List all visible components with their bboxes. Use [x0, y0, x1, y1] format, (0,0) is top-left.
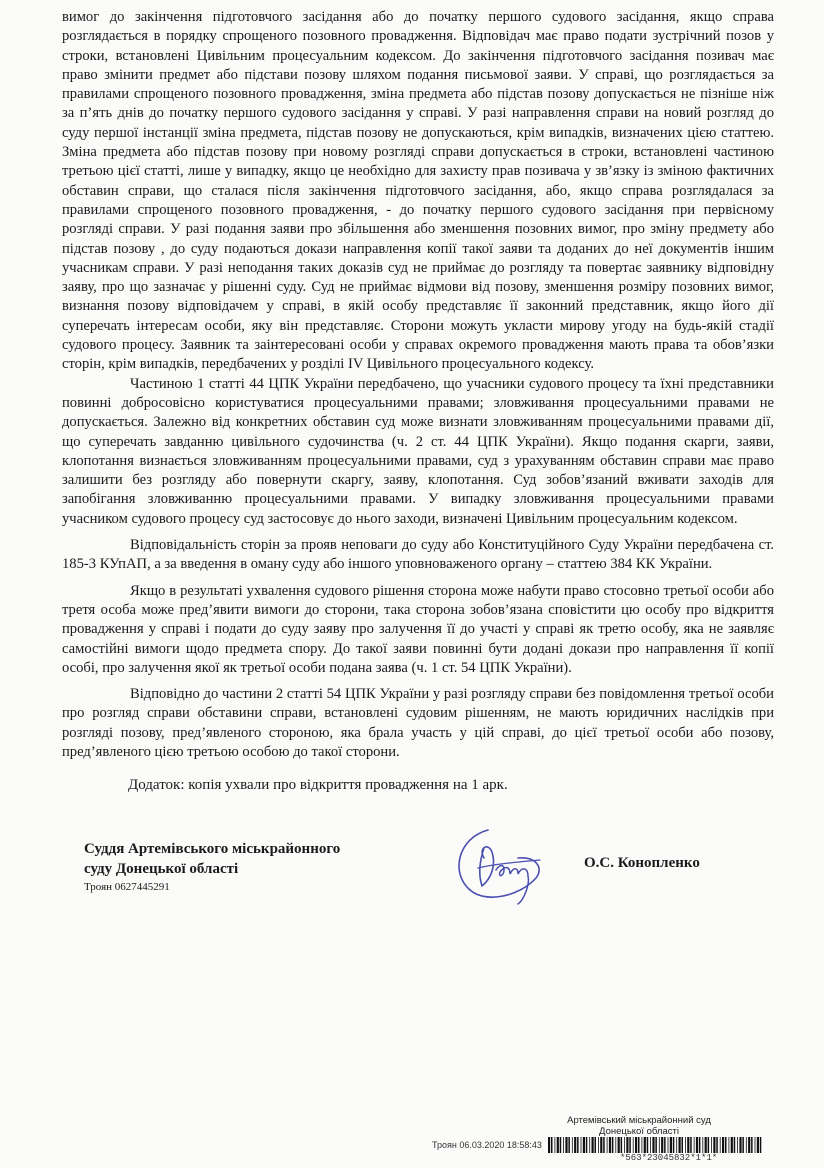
barcode-bar — [633, 1137, 634, 1153]
barcode-bar — [734, 1137, 736, 1153]
barcode-bar — [682, 1137, 684, 1153]
barcode-bar — [687, 1137, 689, 1153]
paragraph-third-party-consequences: Відповідно до частини 2 статті 54 ЦПК України у разі розгляду справи без повідомлення третьої особи про розгляд справи обставини справи, встановлені судовим рішенням, не мають юридичних наслідків при розгляді позову, пред’явленого стороною, яка брала участь у цій справі, до цієї третьої особи або позову, пред’явленого цією третьою особою до такої сторони. — [62, 686, 774, 760]
barcode-bar — [760, 1137, 762, 1153]
barcode-bar — [725, 1137, 727, 1153]
print-timestamp: Троян 06.03.2020 18:58:43 — [432, 1140, 542, 1150]
barcode-bar — [563, 1137, 564, 1153]
barcode-bar — [555, 1137, 556, 1153]
barcode-bar — [694, 1137, 695, 1153]
barcode-bar — [607, 1137, 608, 1153]
barcode-bar — [581, 1137, 582, 1153]
barcode-bar — [574, 1137, 576, 1153]
barcode-bar — [621, 1137, 623, 1153]
barcode-bar — [644, 1137, 646, 1153]
barcode-bar — [679, 1137, 681, 1153]
barcode-bar — [664, 1137, 666, 1153]
barcode-bar — [560, 1137, 562, 1153]
barcode-bar — [661, 1137, 663, 1153]
barcode-bar — [551, 1137, 553, 1153]
barcode-bar — [729, 1137, 730, 1153]
barcode-bar — [742, 1137, 744, 1153]
judge-title-line2: суду Донецької області — [84, 861, 239, 877]
barcode-bar — [557, 1137, 559, 1153]
barcode-bar — [670, 1137, 672, 1153]
barcode-bar — [659, 1137, 660, 1153]
court-stamp-line2: Донецької області — [599, 1126, 679, 1137]
barcode-bar — [685, 1137, 686, 1153]
barcode-bar — [655, 1137, 657, 1153]
document-body — [62, 8, 774, 762]
barcode-bar — [711, 1137, 712, 1153]
barcode-bar — [755, 1137, 756, 1153]
judge-name: О.С. Конопленко — [584, 855, 700, 871]
court-stamp-line1: Артемівський міськрайонний суд — [567, 1115, 711, 1126]
barcode-bar — [583, 1137, 585, 1153]
barcode-bar — [565, 1137, 567, 1153]
barcode-bar — [652, 1137, 654, 1153]
barcode-bar — [713, 1137, 715, 1153]
barcode-bar — [731, 1137, 733, 1153]
barcode-text: *563*23045832*1*1* — [620, 1153, 718, 1163]
barcode-bar — [626, 1137, 628, 1153]
barcode-bar — [577, 1137, 579, 1153]
barcode-bar — [746, 1137, 747, 1153]
barcode-bar — [598, 1137, 599, 1153]
barcode-bar — [600, 1137, 602, 1153]
barcode-bar — [702, 1137, 703, 1153]
judge-title-line1: Суддя Артемівського міськрайонного — [84, 841, 341, 857]
barcode-bar — [615, 1137, 616, 1153]
barcode-bar — [668, 1137, 669, 1153]
addendum: Додаток: копія ухвали про відкриття провадження на 1 арк. — [128, 777, 508, 793]
barcode-bar — [586, 1137, 588, 1153]
barcode-bar — [650, 1137, 651, 1153]
barcode-bar — [699, 1137, 701, 1153]
barcode-bar — [647, 1137, 649, 1153]
barcode-bar — [612, 1137, 614, 1153]
barcode-bar — [638, 1137, 640, 1153]
barcode-bar — [548, 1137, 550, 1153]
paragraph-third-party: Якщо в результаті ухвалення судового рішення сторона може набути право стосовно третьої особи або третя особа може пред’явити вимоги до сторони, така сторона зобов’язана сповістити цю особу про відкриття провадження у справі і подати до суду заяву про залучення її до участі у справі як третю особу, яка не заявляє самостійні вимоги щодо предмета спору. До такої заяви повинні бути додані докази про направлення її копії особі, про залучення якої як третьої особи подана заява (ч. 1 ст. 54 ЦПК України). — [62, 582, 774, 676]
barcode-bar — [629, 1137, 631, 1153]
barcode-bar — [748, 1137, 750, 1153]
barcode-bar — [572, 1137, 573, 1153]
barcode-bar — [635, 1137, 637, 1153]
barcode-bar — [673, 1137, 675, 1153]
barcode-bar — [696, 1137, 698, 1153]
barcode-bar — [595, 1137, 597, 1153]
barcode-bar — [589, 1137, 590, 1153]
handwritten-signature — [448, 818, 558, 908]
barcode-bar — [722, 1137, 724, 1153]
barcode-bar — [676, 1137, 677, 1153]
barcode-bar — [737, 1137, 738, 1153]
barcode-bar — [739, 1137, 741, 1153]
barcode-bar — [720, 1137, 721, 1153]
barcode-bar — [609, 1137, 611, 1153]
paragraph-abuse-of-rights: Частиною 1 статті 44 ЦПК України передбачено, що учасники судового процесу та їхні представники повинні добросовісно користуватися процесуальними правами; зловживання процесуальними правами не допускається. Залежно від конкретних обставин суд може визнати зловживанням процесуальними правами дії, що суперечать завданню цивільного судочинства (ч. 2 ст. 44 ЦПК України). Якщо подання скарги, заяви, клопотання визнається зловживанням процесуальними правами, суд з урахуванням обставин справи має право залишити без розгляду або повернути скаргу, заяву, клопотання. Суд зобов’язаний вживати заходів для запобігання зловживанню процесуальними правами. У випадку зловживання процесуальними правами учасником судового процесу суд застосовує до нього заходи, визначені Цивільним процесуальним кодексом. — [62, 375, 774, 527]
paragraph-liability: Відповідальність сторін за прояв неповаги до суду або Конституційного Суду України передбачена ст. 185-3 КУпАП, а за введення в оману суду або іншого уповноваженого органу – статтею 384 КК України. — [62, 537, 774, 573]
barcode-bar — [690, 1137, 692, 1153]
barcode-image — [548, 1137, 762, 1153]
barcode-bar — [568, 1137, 570, 1153]
barcode-bar — [751, 1137, 753, 1153]
barcode-bar — [757, 1137, 759, 1153]
barcode-bar — [592, 1137, 594, 1153]
barcode-bar — [603, 1137, 605, 1153]
barcode-bar — [716, 1137, 718, 1153]
barcode-bar — [708, 1137, 710, 1153]
judge-title — [84, 839, 340, 879]
barcode-bar — [705, 1137, 707, 1153]
court-stamp — [554, 1115, 724, 1137]
barcode-bar — [642, 1137, 643, 1153]
contact-phone: Троян 0627445291 — [84, 881, 170, 893]
barcode-bar — [618, 1137, 620, 1153]
paragraph-rights-of-parties: вимог до закінчення підготовчого засідання або до початку першого судового засідання, якщо справа розглядається в порядку спрощеного позовного провадження. Відповідач має право подати зустрічний позов у строки, встановлені Цивільним процесуальним кодексом. До закінчення підготовчого засідання позивач має право змінити предмет або підстави позову шляхом подання письмової заяви. У справі, що розглядається за правилами спрощеного позовного провадження, зміна предмета або підстав позову допускається не пізніше ніж за п’ять днів до початку першого судового засідання у справі. У разі направлення справи на новий розгляд до суду першої інстанції зміна предмета, підстав позову не допускаються, крім випадків, визначених цією статтею. Зміна предмета або підстав позову при новому розгляді справи допускається в строки, встановлені частиною третьою цієї статті, лише у випадку, якщо це необхідно для захисту прав позивача у зв’язку із зміною фактичних обставин справи, що сталася після закінчення підготовчого засідання, або, якщо справа розглядалася за правилами спрощеного позовного провадження, - до початку першого судового засідання при первісному розгляді справи. У разі подання заяви про збільшення або зменшення позовних вимог, про зміну предмету або підстав позову , до суду подаються докази направлення копії такої заяви та доданих до неї документів іншим учасникам справи. У разі неподання таких доказів суд не приймає до розгляду та повертає заявнику відповідну заяву, про що зазначає у рішенні суду. Суд не приймає відмови від позову, зменшення розміру позовних вимог, визнання позову відповідачем у справі, в якій особу представляє її законний представник, якщо його дії суперечать інтересам особи, яку він представляє. Сторони можуть укласти мирову угоду на будь-якій стадії судового процесу. Заявник та заінтересовані особи у справах окремого провадження мають права та обов’язки сторін, крім випадків, передбачених у розділі IV Цивільного процесуального кодексу. — [62, 9, 774, 373]
barcode-bar — [624, 1137, 625, 1153]
